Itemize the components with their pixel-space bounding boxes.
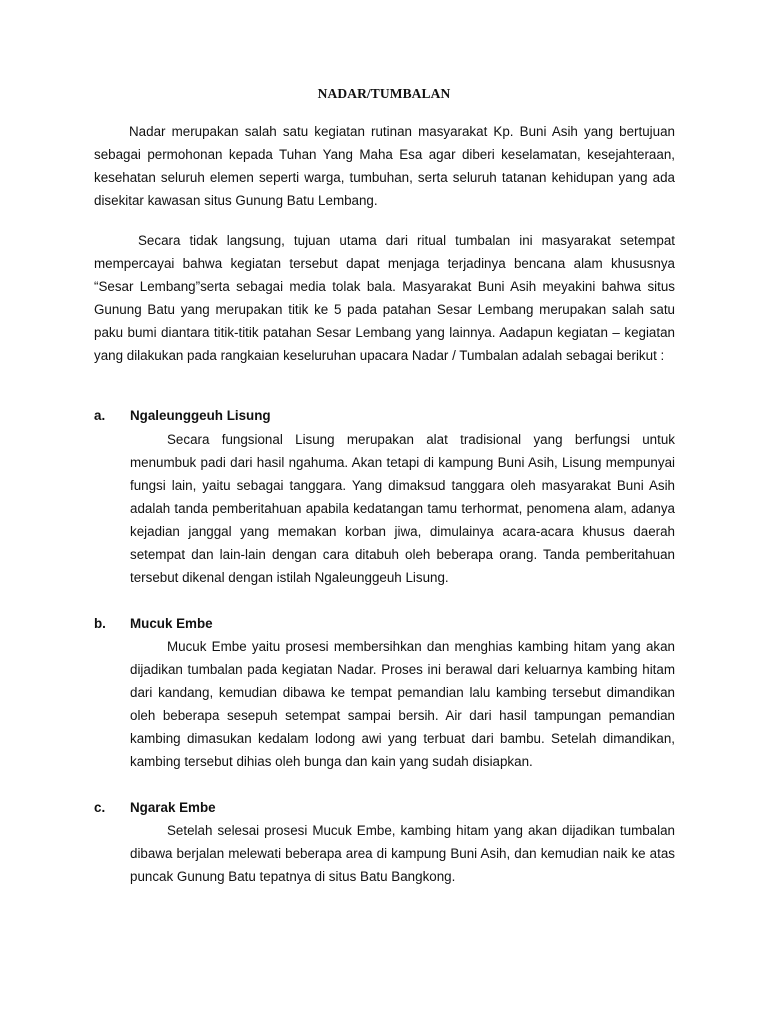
intro-paragraph: Nadar merupakan salah satu kegiatan rutinan masyarakat Kp. Buni Asih yang bertujuan sebagai permohonan kepada Tuhan Yang Maha Esa agar diberi keselamatan, kesejahteraan, kesehatan seluruh elemen seperti warga, tumbuhan, serta seluruh tatanan kehidupan yang ada disekitar kawasan situs Gunung Batu Lembang. [94, 124, 675, 208]
purpose-paragraph: Secara tidak langsung, tujuan utama dari ritual tumbalan ini masyarakat setempat mempercayai bahwa kegiatan tersebut dapat menjaga terjadinya bencana alam khususnya “Sesar Lembang”serta sebagai media tolak bala. Masyarakat Buni Asih meyakini bahwa situs Gunung Batu yang merupakan titik ke 5 pada patahan Sesar Lembang merupakan salah satu paku bumi diantara titik-titik patahan Sesar Lembang yang lainnya. Aadapun kegiatan – kegiatan yang dilakukan pada rangkaian keseluruhan upacara Nadar / Tumbalan adalah sebagai berikut : [94, 233, 675, 363]
list-marker-c: c. [94, 800, 106, 815]
list-body-ngarak-embe: Setelah selesai prosesi Mucuk Embe, kambing hitam yang akan dijadikan tumbalan dibawa berjalan melewati beberapa area di kampung Buni Asih, dan kemudian naik ke atas puncak Gunung Batu tepatnya di situs Batu Bangkong. [130, 823, 675, 884]
list-body-ngaleunggeuh-lisung: Secara fungsional Lisung merupakan alat tradisional yang berfungsi untuk menumbuk padi dari hasil ngahuma. Akan tetapi di kampung Buni Asih, Lisung mempunyai fungsi lain, yaitu sebagai tanggara. Yang dimaksud tanggara oleh masyarakat Buni Asih adalah tanda pemberitahuan apabila kedatangan tamu terhormat, penomena alam, adanya kejadian janggal yang memakan korban jiwa, dimulainya acara-acara khusus daerah setempat dan lain-lain dengan cara ditabuh oleh beberapa orang. Tanda pemberitahuan tersebut dikenal dengan istilah Ngaleunggeuh Lisung. [130, 432, 675, 585]
list-marker-b: b. [94, 616, 106, 631]
list-heading-ngaleunggeuh-lisung: Ngaleunggeuh Lisung [130, 408, 271, 423]
list-heading-mucuk-embe: Mucuk Embe [130, 616, 213, 631]
list-heading-ngarak-embe: Ngarak Embe [130, 800, 216, 815]
list-body-mucuk-embe: Mucuk Embe yaitu prosesi membersihkan dan menghias kambing hitam yang akan dijadikan tumbalan pada kegiatan Nadar. Proses ini berawal dari keluarnya kambing hitam dari kandang, kemudian dibawa ke tempat pemandian lalu kambing tersebut dimandikan oleh beberapa sesepuh setempat sampai bersih. Air dari hasil tampungan pemandian kambing dimasukan kedalam lodong awi yang terbuat dari bambu. Setelah dimandikan, kambing tersebut dihias oleh bunga dan kain yang sudah disiapkan. [130, 639, 675, 769]
document-title: NADAR/TUMBALAN [317, 86, 451, 101]
list-marker-a: a. [94, 408, 106, 423]
